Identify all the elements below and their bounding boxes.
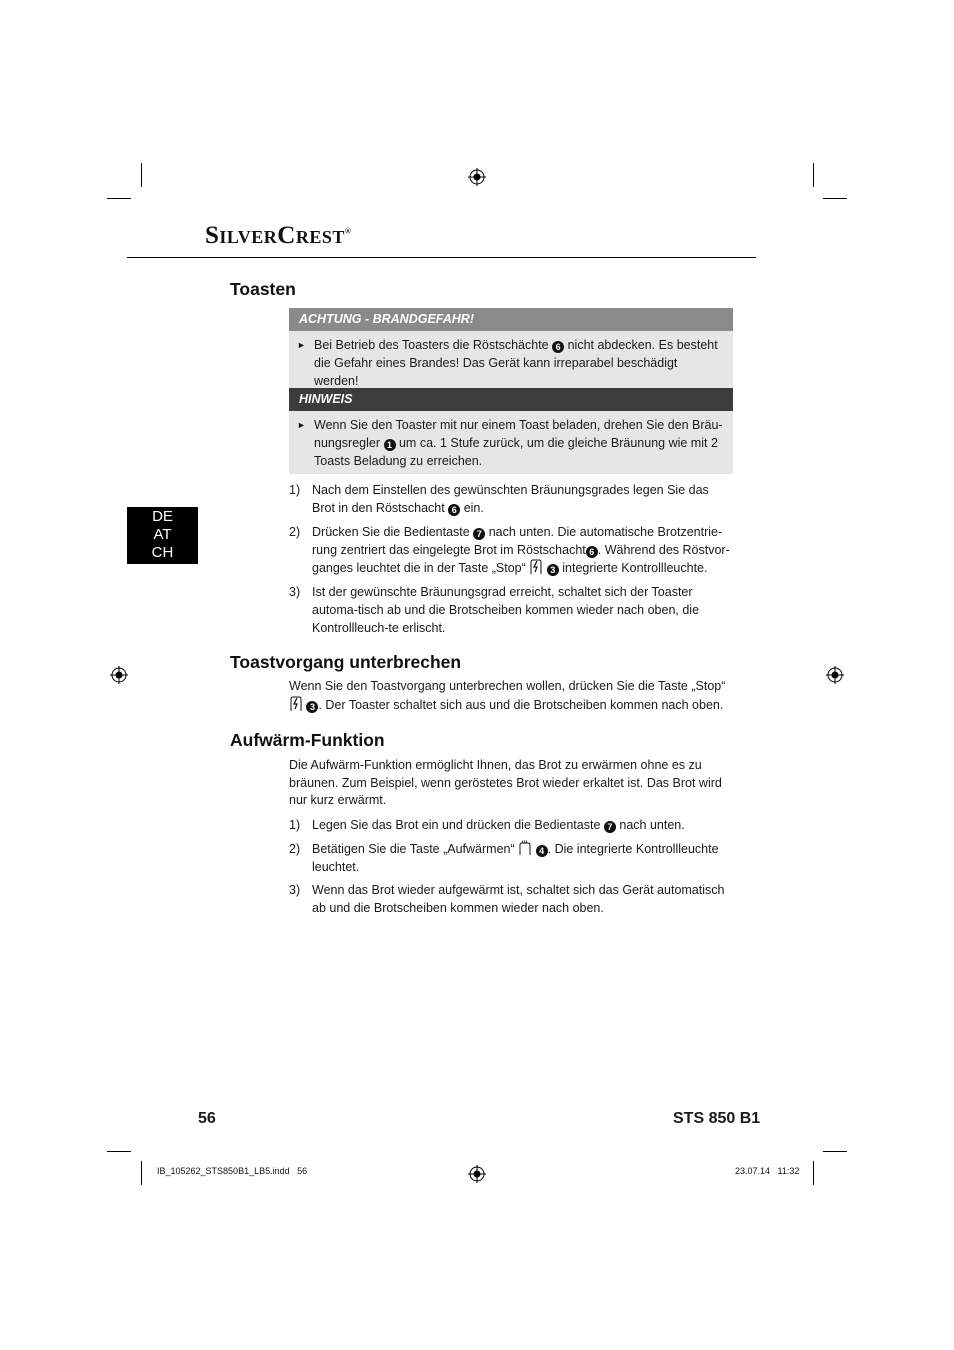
crop-mark xyxy=(141,163,142,187)
paragraph: Die Aufwärm-Funktion ermöglicht Ihnen, das Brot zu erwärmen ohne es zu bräunen. Zum Beispiel, wenn geröstetes Brot wieder erkaltet ist. Das Brot wird nur kurz erwärmt. xyxy=(289,758,722,807)
registration-mark-icon xyxy=(468,1165,486,1183)
ref-number: 7 xyxy=(604,821,616,833)
crop-mark xyxy=(141,1161,142,1185)
ref-number: 3 xyxy=(306,701,318,713)
ref-number: 6 xyxy=(448,504,460,516)
triangle-arrow-icon: ► xyxy=(297,340,306,350)
hint-header: HINWEIS xyxy=(289,388,733,411)
warning-body: ► Bei Betrieb des Toasters die Röstschächte 6 nicht abdecken. Es besteht die Gefahr eines Brandes! Das Gerät kann irreparabel beschädigt werden! xyxy=(297,338,718,388)
paragraph: Wenn Sie den Toastvorgang unterbrechen wollen, drücken Sie die Taste „Stop“ 3 . Der Toaster schaltet sich aus und die Brotscheiben kommen nach oben. xyxy=(289,679,726,712)
list-item: 1) Legen Sie das Brot ein und drücken die Bedientaste 7 nach unten. xyxy=(289,818,685,832)
list-item: 1) Nach dem Einstellen des gewünschten Bräunungsgrades legen Sie das Brot in den Röstschacht 6 ein. xyxy=(289,483,709,515)
section-title-aufwaerm: Aufwärm-Funktion xyxy=(230,730,385,750)
registration-mark-icon xyxy=(110,666,128,684)
language-tab: DE AT CH xyxy=(127,507,198,564)
section-title-unterbrechen: Toastvorgang unterbrechen xyxy=(230,652,462,672)
registration-mark-icon xyxy=(468,168,486,186)
crop-mark xyxy=(823,198,847,199)
page-number: 56 xyxy=(198,1110,216,1127)
list-item: 3) Wenn das Brot wieder aufgewärmt ist, schaltet sich das Gerät automatisch ab und die Brotscheiben kommen wieder nach oben. xyxy=(289,883,725,915)
list-item: 2) Betätigen Sie die Taste „Aufwärmen“ 4 . Die integrierte Kontrollleuchte leuchtet. xyxy=(289,842,719,874)
registration-mark-icon xyxy=(826,666,844,684)
triangle-arrow-icon: ► xyxy=(297,420,306,430)
crop-mark xyxy=(107,1151,131,1152)
warning-header: ACHTUNG - BRANDGEFAHR! xyxy=(289,308,733,331)
ref-number: 3 xyxy=(547,564,559,576)
crop-mark xyxy=(823,1151,847,1152)
header-rule xyxy=(127,257,756,258)
crop-mark xyxy=(107,198,131,199)
crop-mark xyxy=(813,1161,814,1185)
print-slug-datetime: 23.07.14 11:32 xyxy=(735,1166,800,1176)
stop-toast-icon xyxy=(529,559,543,575)
ref-number: 4 xyxy=(536,845,548,857)
ref-number: 6 xyxy=(586,546,598,558)
section-title-toasten: Toasten xyxy=(230,279,296,299)
hint-box xyxy=(289,388,733,474)
stop-toast-icon xyxy=(289,696,303,712)
ref-number: 6 xyxy=(552,341,564,353)
list-item: 2) Drücken Sie die Bedientaste 7 nach unten. Die automatische Brotzentrie-rung zentriert das eingelegte Brot im Röstschacht 6 . Während des Röstvor-ganges leuchtet die in der Taste „Stop“ 3 integrierte Kontrollleuchte. xyxy=(289,525,730,575)
list-item: 3) Ist der gewünschte Bräunungsgrad erreicht, schaltet sich der Toaster automa-tisch ab und die Brotscheiben kommen wieder nach oben, die Kontrollleuch-te erlischt. xyxy=(289,585,700,635)
print-slug-file: IB_105262_STS850B1_LB5.indd 56 xyxy=(157,1166,308,1176)
hint-body: ► Wenn Sie den Toaster mit nur einem Toast beladen, drehen Sie den Bräu-nungsregler 1 um ca. 1 Stufe zurück, um die gleiche Bräunung wie mit 2 Toasts Beladung zu erreichen. xyxy=(297,418,723,468)
model-number: STS 850 B1 xyxy=(673,1110,761,1127)
warning-box xyxy=(289,308,733,394)
brand-logo: SilverCrest® xyxy=(205,222,352,249)
ref-number: 1 xyxy=(384,439,396,451)
crop-mark xyxy=(813,163,814,187)
warm-up-icon xyxy=(518,840,532,856)
ref-number: 7 xyxy=(473,528,485,540)
